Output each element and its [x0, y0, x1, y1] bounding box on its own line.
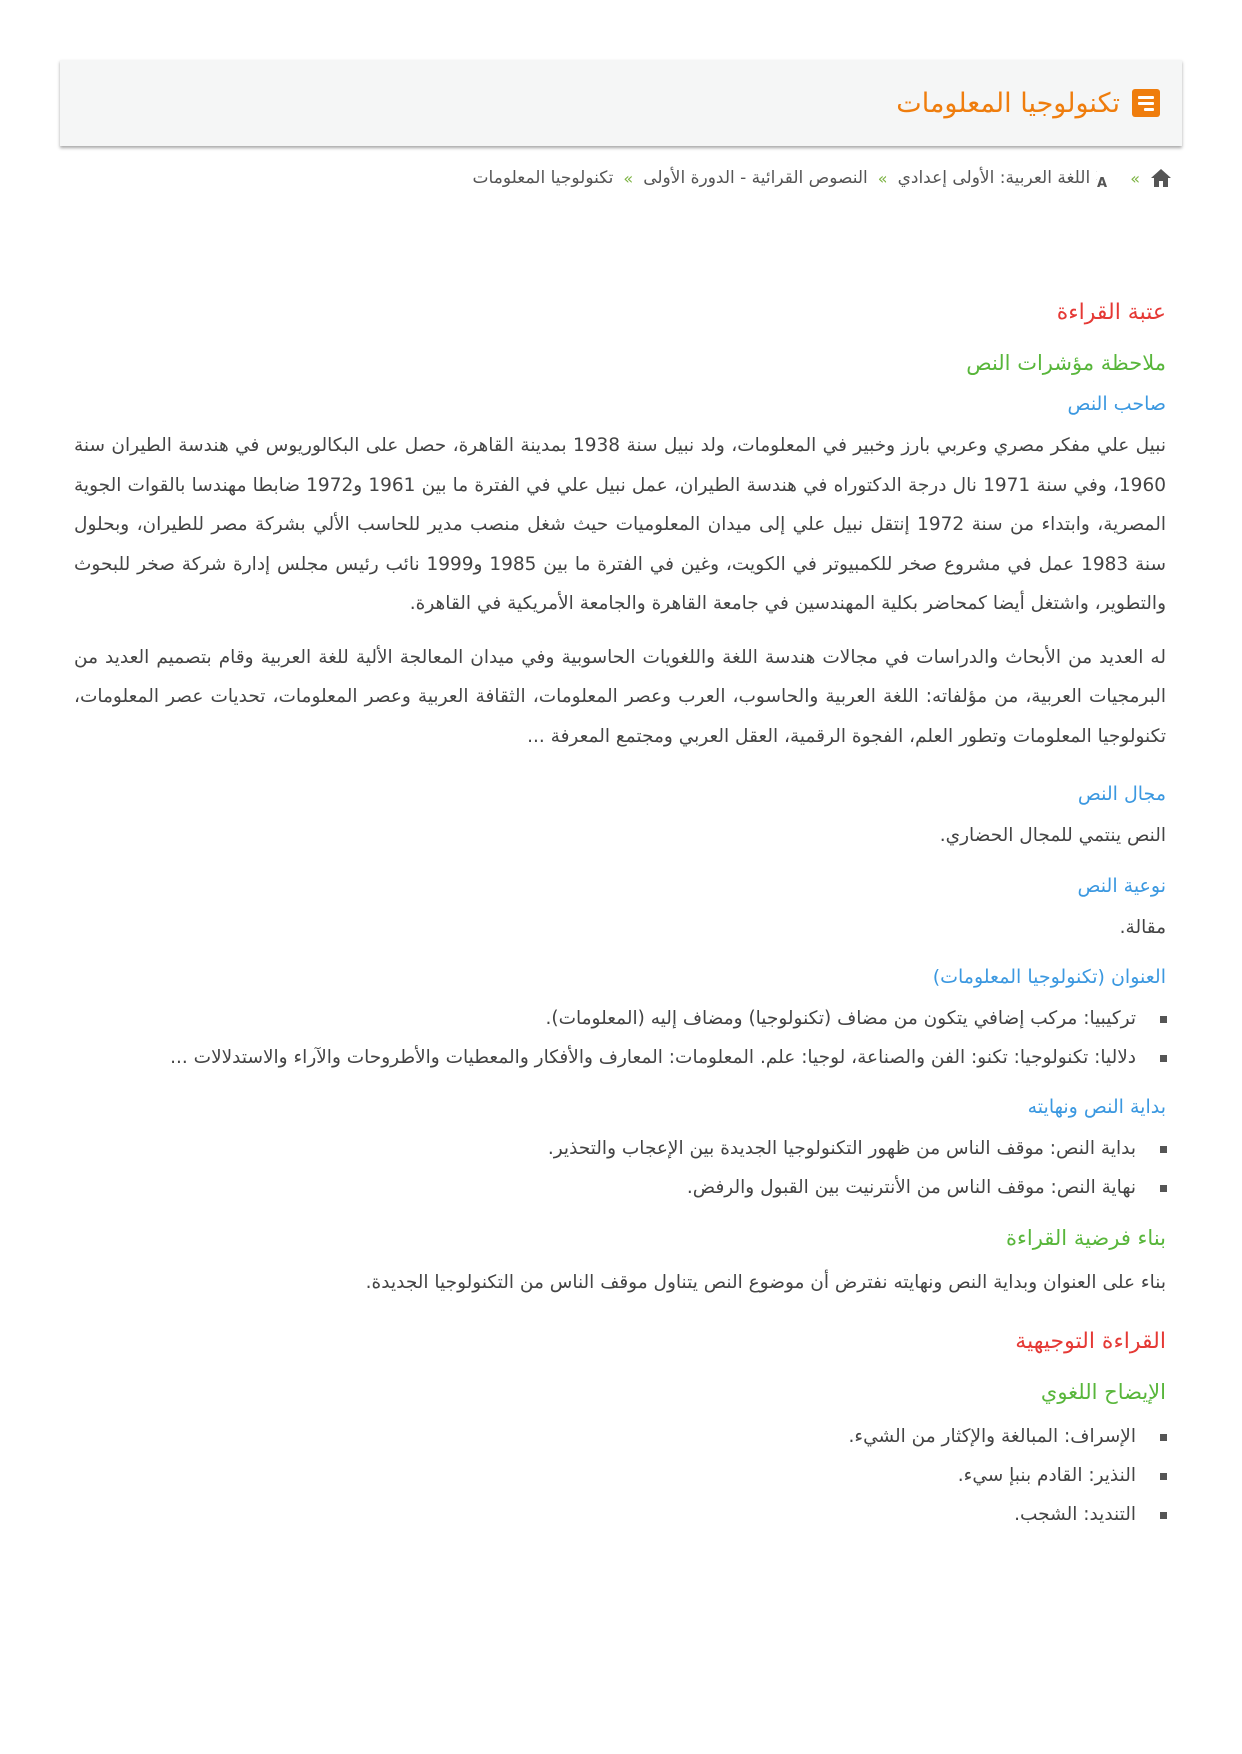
breadcrumb-item-reading-texts[interactable]: النصوص القرائية - الدورة الأولى: [643, 168, 868, 188]
list-item: النذير: القادم بنبإ سيء.: [74, 1456, 1136, 1495]
breadcrumb-item-current: تكنولوجيا المعلومات: [472, 168, 614, 188]
author-paragraph-2: له العديد من الأبحاث والدراسات في مجالات هندسة اللغة واللغويات الحاسوبية وفي ميدان المعالجة الألية للغة العربية وقام بتصميم العديد من البرمجيات العربية، من مؤلفاته: اللغة العربية والحاسوب، العرب وعصر المعلومات، الثقافة العربية وعصر المعلومات، تحديات عصر المعلومات، تكنولوجيا المعلومات وتطور العلم، الفجوة الرقمية، العقل العربي ومجتمع المعرفة ...: [74, 646, 1166, 747]
lesson-content: [74, 296, 1166, 1548]
breadcrumb-separator: »: [623, 168, 634, 188]
section-heading-lexical: الإيضاح اللغوي: [1040, 1379, 1166, 1404]
author-paragraph-1: نبيل علي مفكر مصري وعربي بارز وخبير في المعلومات، ولد نبيل سنة 1938 بمدينة القاهرة، حصل على البكالوريوس في هندسة الطيران سنة 1960، وفي سنة 1971 نال درجة الدكتوراه في هندسة الطيران، عمل نبيل علي في الفترة ما بين 1961 و1972 ضابطا مهندسا بالقوات الجوية المصرية، وابتداء من سنة 1972 إنتقل نبيل علي إلى ميدان المعلوميات حيث شغل منصب مدير للحاسب الألي بشركة مصر للطيران، وبحلول سنة 1983 عمل في مشروع صخر للكمبيوتر في الكويت، وغين في الفترة ما بين 1985 و1999 نائب رئيس مجلس إدارة شركة صخر للبحوث والتطوير، واشتغل أيضا كمحاضر بكلية المهندسين في جامعة القاهرة والجامعة الأمريكية في القاهرة.: [74, 435, 1167, 614]
type-text: مقالة.: [1119, 916, 1166, 938]
document-icon: [1132, 89, 1160, 117]
translate-icon: [1096, 167, 1120, 189]
start-end-bullet-list: [74, 1129, 1166, 1207]
section-heading-guided-reading: القراءة التوجيهية: [1015, 1328, 1166, 1354]
page-title: تكنولوجيا المعلومات: [896, 87, 1120, 119]
list-item: تركيبيا: مركب إضافي يتكون من مضاف (تكنولوجيا) ومضاف إليه (المعلومات).: [74, 999, 1136, 1038]
page-header: [60, 60, 1182, 146]
subheading-title: العنوان (تكنولوجيا المعلومات): [932, 966, 1166, 988]
subheading-author: صاحب النص: [1067, 393, 1166, 415]
list-item: دلاليا: تكنولوجيا: تكنو: الفن والصناعة، لوجيا: علم. المعلومات: المعارف والأفكار والمعطيات والأطروحات والآراء والاستدلالات ...: [74, 1038, 1136, 1077]
hypothesis-text: بناء على العنوان وبداية النص ونهايته نفترض أن موضوع النص يتناول موقف الناس من التكنولوجيا الجديدة.: [365, 1272, 1166, 1293]
breadcrumb-separator: »: [1130, 168, 1140, 188]
field-text: النص ينتمي للمجال الحضاري.: [939, 825, 1166, 846]
list-item: بداية النص: موقف الناس من ظهور التكنولوجيا الجديدة بين الإعجاب والتحذير.: [74, 1129, 1136, 1168]
section-heading-indicators: ملاحظة مؤشرات النص: [966, 351, 1166, 375]
subheading-start-end: بداية النص ونهايته: [1027, 1096, 1166, 1118]
breadcrumb: [60, 167, 1182, 189]
title-bullet-list: [74, 999, 1166, 1077]
breadcrumb-separator: »: [877, 168, 888, 188]
section-heading-hypothesis: بناء فرضية القراءة: [1005, 1226, 1166, 1250]
list-item: الإسراف: المبالغة والإكثار من الشيء.: [74, 1417, 1136, 1456]
lexical-bullet-list: [74, 1417, 1166, 1534]
list-item: التنديد: الشجب.: [74, 1495, 1136, 1534]
section-heading-threshold: عتبة القراءة: [1056, 300, 1166, 325]
breadcrumb-item-arabic-first[interactable]: اللغة العربية: الأولى إعدادي: [897, 168, 1091, 188]
home-icon[interactable]: [1150, 168, 1172, 188]
list-item: نهاية النص: موقف الناس من الأنترنيت بين القبول والرفض.: [74, 1168, 1136, 1207]
svg-text:A: A: [1097, 176, 1108, 189]
subheading-field: مجال النص: [1077, 783, 1166, 805]
subheading-type: نوعية النص: [1077, 874, 1166, 897]
